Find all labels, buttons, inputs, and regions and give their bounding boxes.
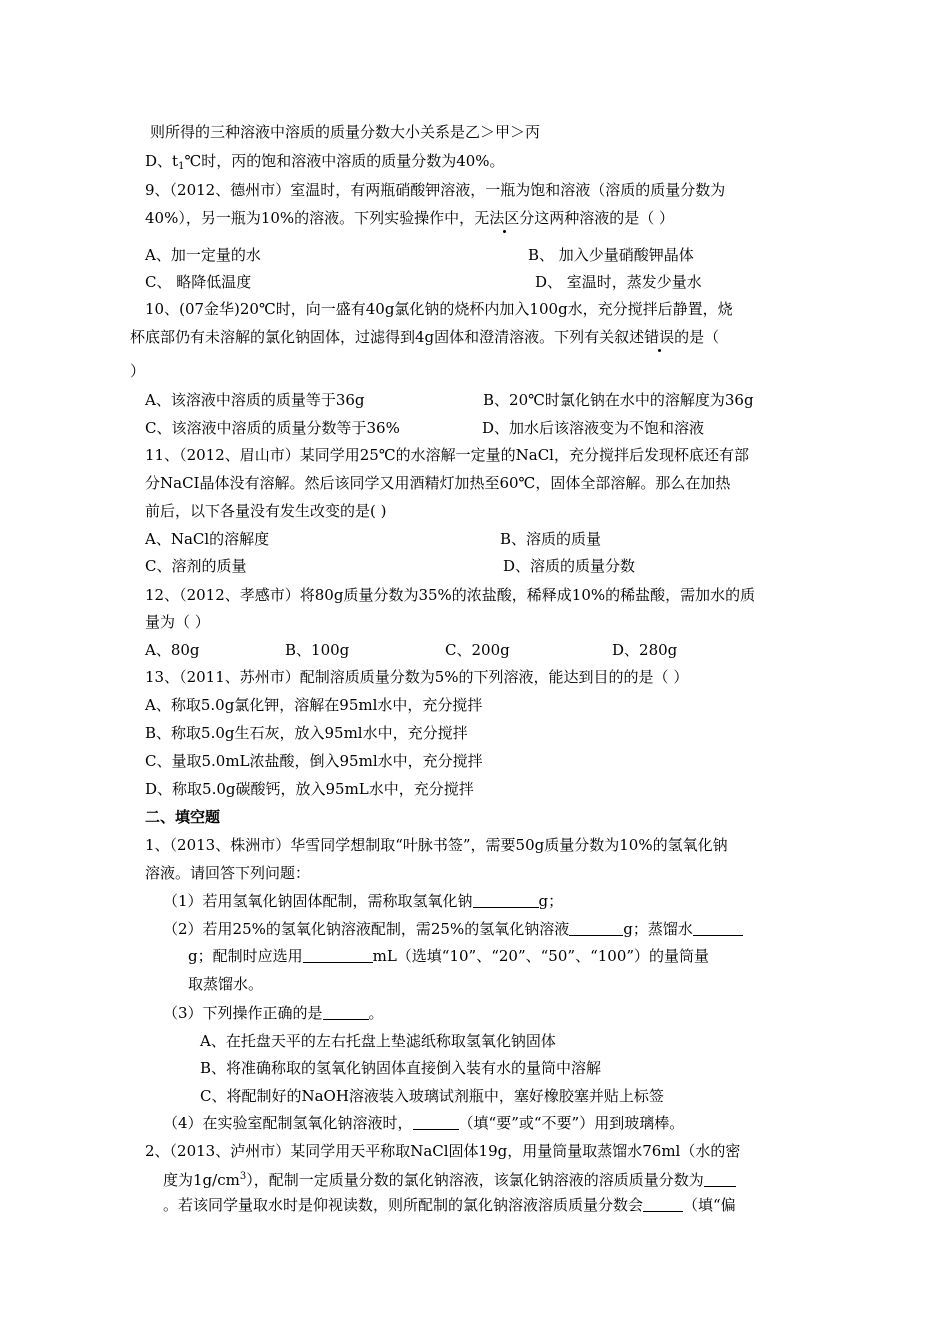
q11-stem-line1: 11、（2012、眉山市）某同学用25℃的水溶解一定量的NaCl，充分搅拌后发现杯底还有部 [145,446,749,464]
q13-option-a: A、称取5.0g氯化钾，溶解在95ml水中，充分搅拌 [145,696,483,714]
q9-option-d: D、 室温时，蒸发少量水 [535,273,702,291]
q13-option-d: D、称取5.0g碳酸钙，放入95mL水中，充分搅拌 [145,780,474,798]
f1-part3-period: 。 [368,1004,384,1022]
f2-stem-line3 [163,1195,736,1215]
f2-stem-line2-post: ），配制一定质量分数的氯化钠溶液，该氯化钠溶液的溶质质量分数为 [246,1171,704,1189]
q9-stem-post: 这两种溶液的是（ ） [534,209,674,227]
q9-emphasis-text: 无法区分 [474,209,535,227]
f2-density-text: 度为1g/cm [163,1171,240,1189]
q10-stem-pre: 杯底部仍有未溶解的氯化钠固体，过滤得到4g固体和澄清溶液。下列有关叙述 [130,328,645,346]
f2-stem-line3-pre: 。若该同学量取水时是仰视读数，则所配制的氯化钠溶液溶质质量分数会 [163,1196,644,1214]
f1-part4-text-post: （填“要”或“不要”）用到玻璃棒。 [458,1114,685,1132]
f2-superscript: 3 [239,1171,247,1182]
q8-d-text-pre: D、t [145,152,179,170]
q11-option-c: C、溶剂的质量 [145,557,247,575]
q12-option-d: D、280g [612,641,678,659]
q10-stem-post: 的是（ [674,328,720,346]
f2-blank-fraction[interactable] [704,1172,736,1187]
f1-part3-option-c: C、将配制好的NaOH溶液装入玻璃试剂瓶中，塞好橡胶塞并贴上标签 [200,1087,664,1105]
f1-part2-blank-cylinder[interactable] [303,948,373,963]
q8-option-c-continuation: 则所得的三种溶液中溶质的质量分数大小关系是乙＞甲＞丙 [150,123,541,141]
f1-part4-text-pre: （4）在实验室配制氢氧化钠溶液时， [163,1114,413,1132]
f1-part1 [163,891,563,911]
q10-stem-line3: ） [130,362,146,380]
q11-option-d: D、溶质的质量分数 [503,557,636,575]
f1-part2-text-d: mL（选填“10”、“20”、“50”、“100”）的量筒量 [372,947,710,965]
q11-option-a: A、NaCl的溶解度 [145,530,270,548]
q10-option-b: B、20℃时氯化钠在水中的溶解度为36g [483,391,754,409]
q10-option-d: D、加水后该溶液变为不饱和溶液 [482,419,705,437]
f1-part2-blank-solution[interactable] [569,921,623,936]
f1-part3-option-a: A、在托盘天平的左右托盘上垫滤纸称取氢氧化钠固体 [200,1032,556,1050]
f1-part2-text-c: g；配制时应选用 [188,947,303,965]
f1-part4-blank[interactable] [413,1115,459,1130]
f1-part2-line3: 取蒸馏水。 [188,975,264,993]
q13-stem-line1: 13、（2011、苏州市）配制溶质质量分数为5%的下列溶液，能达到目的的是（ ） [145,668,689,686]
q9-option-a: A、加一定量的水 [145,246,261,264]
q12-option-a: A、80g [145,641,200,659]
f1-part3-option-b: B、将准确称取的氢氧化钠固体直接倒入装有水的量筒中溶解 [200,1059,602,1077]
f2-stem-line1: 2、（2013、泸州市）某同学用天平称取NaCl固体19g，用量筒量取蒸馏水76ml（水的密 [145,1142,741,1160]
q10-stem-line1: 10、(07金华)20℃时，向一盛有40g氯化钠的烧杯内加入100g水，充分搅拌后静置，烧 [145,300,733,318]
q9-option-c: C、 略降低温度 [145,273,252,291]
f1-stem-line2: 溶液。请回答下列问题： [145,864,311,882]
q12-stem-line2: 量为（ ） [145,613,210,631]
f1-part1-unit: g； [538,892,564,910]
q9-stem-line2 [145,208,674,228]
q9-stem-pre: 40%），另一瓶为10%的溶液。下列实验操作中， [145,209,475,227]
q10-emphasis-text: 错误 [644,328,675,346]
f1-part3-text: （3）下列操作正确的是 [163,1004,323,1022]
f1-part2-text-a: （2）若用25%的氢氧化钠溶液配制，需25%的氢氧化钠溶液 [163,920,570,938]
q9-stem-line1: 9、（2012、德州市）室温时，有两瓶硝酸钾溶液，一瓶为饱和溶液（溶质的质量分数为 [145,181,726,199]
q10-stem-line2 [130,327,719,347]
q13-option-c: C、量取5.0mL浓盐酸，倒入95ml水中，充分搅拌 [145,752,483,770]
q10-option-a: A、该溶液中溶质的质量等于36g [145,391,365,409]
f2-blank-effect[interactable] [643,1197,683,1212]
q10-option-c: C、该溶液中溶质的质量分数等于36% [145,419,400,437]
q9-option-b: B、 加入少量硝酸钾晶体 [528,246,694,264]
f2-stem-line2 [163,1167,736,1190]
section-title-fill-in: 二、填空题 [145,808,221,826]
f1-part3 [163,1003,384,1023]
f1-part4 [163,1113,684,1133]
q8-option-d [145,151,505,177]
q12-option-b: B、100g [285,641,350,659]
f1-part1-blank[interactable] [473,893,539,908]
f1-stem-line1: 1、（2013、株洲市）华雪同学想制取“叶脉书签”，需要50g质量分数为10%的氢氧化钠 [145,836,728,854]
q12-stem-line1: 12、（2012、孝感市）将80g质量分数为35%的浓盐酸，稀释成10%的稀盐酸，需加水的质 [145,586,756,604]
f2-stem-line3-post: （填“偏 [683,1196,736,1214]
q8-d-subscript: 1 [178,161,185,172]
f1-part1-text: （1）若用氢氧化钠固体配制，需称取氢氧化钠 [163,892,473,910]
f1-part2-text-b: g；蒸馏水 [623,920,693,938]
f1-part2-blank-water[interactable] [693,921,743,936]
f1-part2-line2 [188,946,709,966]
q11-stem-line2: 分NaCI晶体没有溶解。然后该同学又用酒精灯加热至60℃，固体全部溶解。那么在加热 [145,474,731,492]
q8-d-text-post: ℃时，丙的饱和溶液中溶质的质量分数为40%。 [184,152,505,170]
q12-option-c: C、200g [445,641,510,659]
f1-part3-blank[interactable] [323,1005,369,1020]
q13-option-b: B、称取5.0g生石灰，放入95ml水中，充分搅拌 [145,724,468,742]
q11-stem-line3: 前后，以下各量没有发生改变的是( ) [145,502,387,520]
q11-option-b: B、溶质的质量 [500,530,602,548]
f1-part2-line1 [163,919,743,939]
